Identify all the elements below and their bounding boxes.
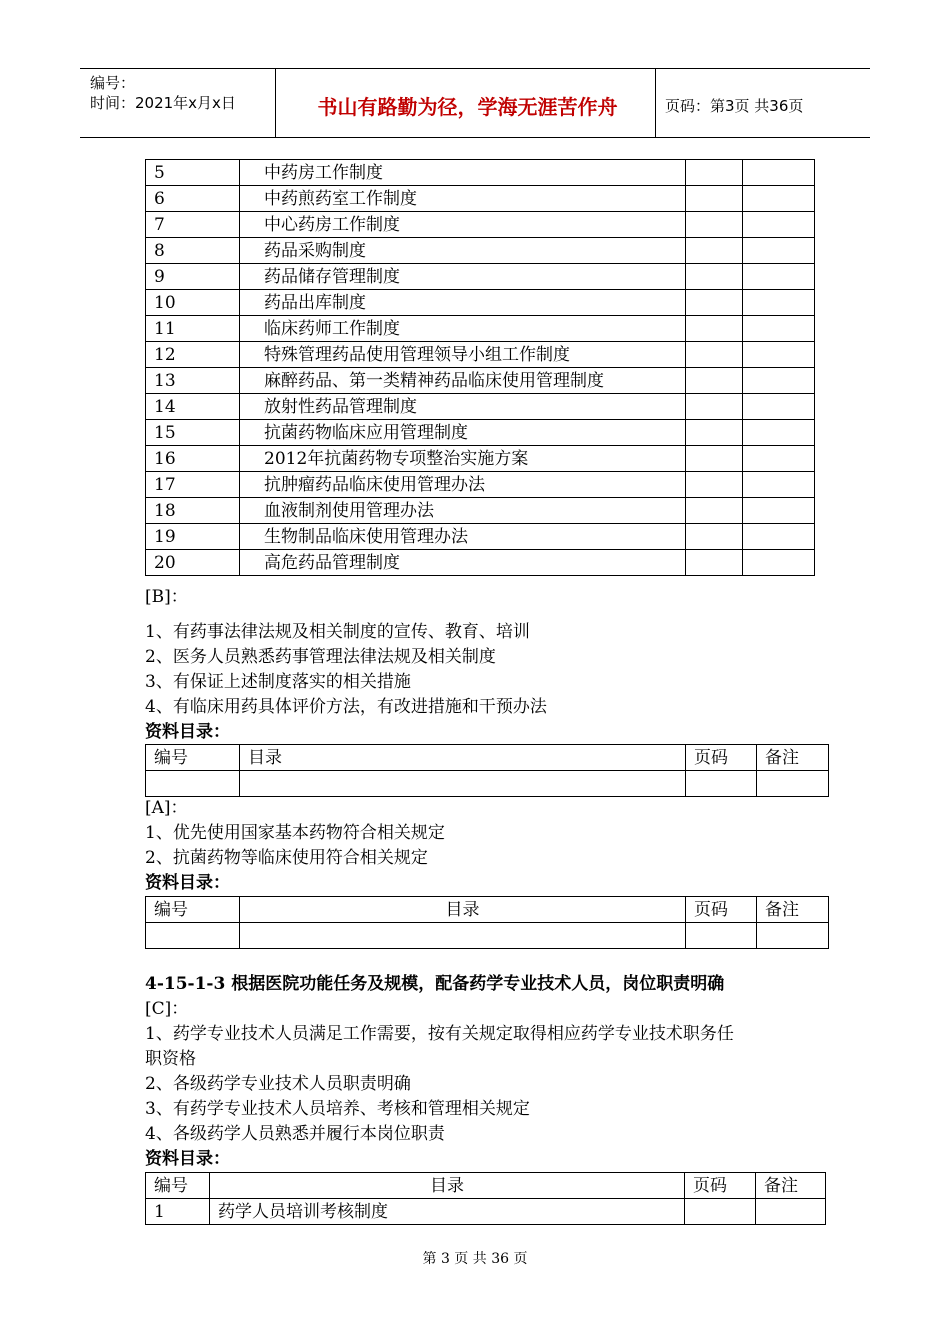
row-no: 13 [146, 368, 240, 394]
section-b-item: 3、有保证上述制度落实的相关措施 [145, 672, 411, 692]
col-no: 编号 [146, 745, 240, 771]
row-page [686, 316, 743, 342]
row-note [743, 238, 815, 264]
table-row [146, 238, 815, 264]
header-divider [275, 69, 276, 137]
col-title: 目录 [240, 897, 686, 923]
catalog-table-b [145, 744, 829, 797]
section-c-item: 职资格 [145, 1049, 196, 1069]
row-no: 8 [146, 238, 240, 264]
row-title: 中药房工作制度 [240, 160, 686, 186]
catalog-label: 资料目录： [145, 1149, 230, 1169]
row-note [743, 420, 815, 446]
row-note [743, 160, 815, 186]
table-row [146, 550, 815, 576]
row-note [743, 498, 815, 524]
col-note: 备注 [756, 1173, 826, 1199]
row-title: 血液制剂使用管理办法 [240, 498, 686, 524]
page-footer: 第 3 页 共 36 页 [422, 1251, 528, 1267]
row-note [743, 316, 815, 342]
row-no: 12 [146, 342, 240, 368]
table-row [146, 923, 829, 949]
row-title: 特殊管理药品使用管理领导小组工作制度 [240, 342, 686, 368]
row-title: 放射性药品管理制度 [240, 394, 686, 420]
row-note [743, 446, 815, 472]
row-note [743, 212, 815, 238]
table-row [146, 368, 815, 394]
header-time: 时间：2021年x月x日 [90, 94, 236, 112]
row-no: 5 [146, 160, 240, 186]
table-row [146, 394, 815, 420]
row-title: 药品采购制度 [240, 238, 686, 264]
row-page [686, 394, 743, 420]
row-note [743, 550, 815, 576]
header-number: 编号： [90, 74, 136, 92]
row-page [686, 420, 743, 446]
table-row [146, 212, 815, 238]
row-note [743, 264, 815, 290]
section-a-item: 2、抗菌药物等临床使用符合相关规定 [145, 848, 428, 868]
table-row [146, 1199, 826, 1225]
table-row [146, 771, 829, 797]
table-row [146, 290, 815, 316]
header-meta [90, 73, 236, 113]
table-header-row [146, 745, 829, 771]
table-row [146, 342, 815, 368]
row-no: 9 [146, 264, 240, 290]
row-page [686, 472, 743, 498]
row-title: 2012年抗菌药物专项整治实施方案 [240, 446, 686, 472]
regulations-table [145, 159, 815, 576]
section-c-label: [C]： [145, 999, 189, 1019]
row-no: 14 [146, 394, 240, 420]
row-title: 生物制品临床使用管理办法 [240, 524, 686, 550]
row-no: 6 [146, 186, 240, 212]
header-page-info: 页码：第3页 共36页 [665, 97, 804, 115]
section-b-label: [B]： [145, 587, 188, 607]
row-no: 1 [146, 1199, 210, 1225]
section-b-item: 1、有药事法律法规及相关制度的宣传、教育、培训 [145, 622, 530, 642]
row-note [743, 342, 815, 368]
table-row [146, 524, 815, 550]
row-title: 中药煎药室工作制度 [240, 186, 686, 212]
row-no: 10 [146, 290, 240, 316]
row-title: 药品储存管理制度 [240, 264, 686, 290]
row-no: 20 [146, 550, 240, 576]
row-no: 17 [146, 472, 240, 498]
table-row [146, 160, 815, 186]
row-page [686, 524, 743, 550]
row-page [686, 264, 743, 290]
catalog-table-c [145, 1172, 826, 1225]
row-page [686, 160, 743, 186]
row-title: 抗菌药物临床应用管理制度 [240, 420, 686, 446]
row-note [743, 368, 815, 394]
row-title: 临床药师工作制度 [240, 316, 686, 342]
section-c-item: 2、各级药学专业技术人员职责明确 [145, 1074, 411, 1094]
row-note [743, 524, 815, 550]
table-row [146, 446, 815, 472]
catalog-label: 资料目录： [145, 873, 230, 893]
table-row [146, 472, 815, 498]
catalog-label: 资料目录： [145, 722, 230, 742]
section-heading: 4-15-1-3 根据医院功能任务及规模，配备药学专业技术人员，岗位职责明确 [145, 974, 725, 994]
row-title: 中心药房工作制度 [240, 212, 686, 238]
row-page [686, 368, 743, 394]
section-a-item: 1、优先使用国家基本药物符合相关规定 [145, 823, 445, 843]
row-page [686, 342, 743, 368]
row-note [743, 394, 815, 420]
col-no: 编号 [146, 897, 240, 923]
section-c-item: 1、药学专业技术人员满足工作需要，按有关规定取得相应药学专业技术职务任 [145, 1024, 734, 1044]
row-no: 19 [146, 524, 240, 550]
row-title: 药学人员培训考核制度 [210, 1199, 685, 1225]
table-row [146, 420, 815, 446]
row-title: 药品出库制度 [240, 290, 686, 316]
row-page [686, 446, 743, 472]
section-b-item: 2、医务人员熟悉药事管理法律法规及相关制度 [145, 647, 496, 667]
row-title: 抗肿瘤药品临床使用管理办法 [240, 472, 686, 498]
row-page [686, 212, 743, 238]
row-no: 11 [146, 316, 240, 342]
table-row [146, 498, 815, 524]
table-header-row [146, 897, 829, 923]
row-note [743, 290, 815, 316]
col-note: 备注 [757, 745, 829, 771]
col-page: 页码 [685, 1173, 756, 1199]
col-page: 页码 [686, 897, 757, 923]
row-page [686, 186, 743, 212]
header-divider [655, 69, 656, 137]
row-note [743, 186, 815, 212]
row-page [686, 238, 743, 264]
table-header-row [146, 1173, 826, 1199]
row-page [686, 550, 743, 576]
section-b-item: 4、有临床用药具体评价方法，有改进措施和干预办法 [145, 697, 547, 717]
col-title: 目录 [210, 1173, 685, 1199]
table-row [146, 186, 815, 212]
col-note: 备注 [757, 897, 829, 923]
col-title: 目录 [240, 745, 686, 771]
col-no: 编号 [146, 1173, 210, 1199]
table-row [146, 316, 815, 342]
page-header [80, 68, 870, 138]
header-motto: 书山有路勤为径，学海无涯苦作舟 [317, 95, 618, 119]
row-no: 16 [146, 446, 240, 472]
row-title: 高危药品管理制度 [240, 550, 686, 576]
row-title: 麻醉药品、第一类精神药品临床使用管理制度 [240, 368, 686, 394]
section-c-item: 4、各级药学人员熟悉并履行本岗位职责 [145, 1124, 445, 1144]
row-no: 15 [146, 420, 240, 446]
row-no: 7 [146, 212, 240, 238]
catalog-table-a [145, 896, 829, 949]
row-note [743, 472, 815, 498]
col-page: 页码 [686, 745, 757, 771]
row-page [686, 498, 743, 524]
section-a-label: [A]： [145, 798, 188, 818]
row-page [686, 290, 743, 316]
table-row [146, 264, 815, 290]
section-c-item: 3、有药学专业技术人员培养、考核和管理相关规定 [145, 1099, 530, 1119]
row-no: 18 [146, 498, 240, 524]
